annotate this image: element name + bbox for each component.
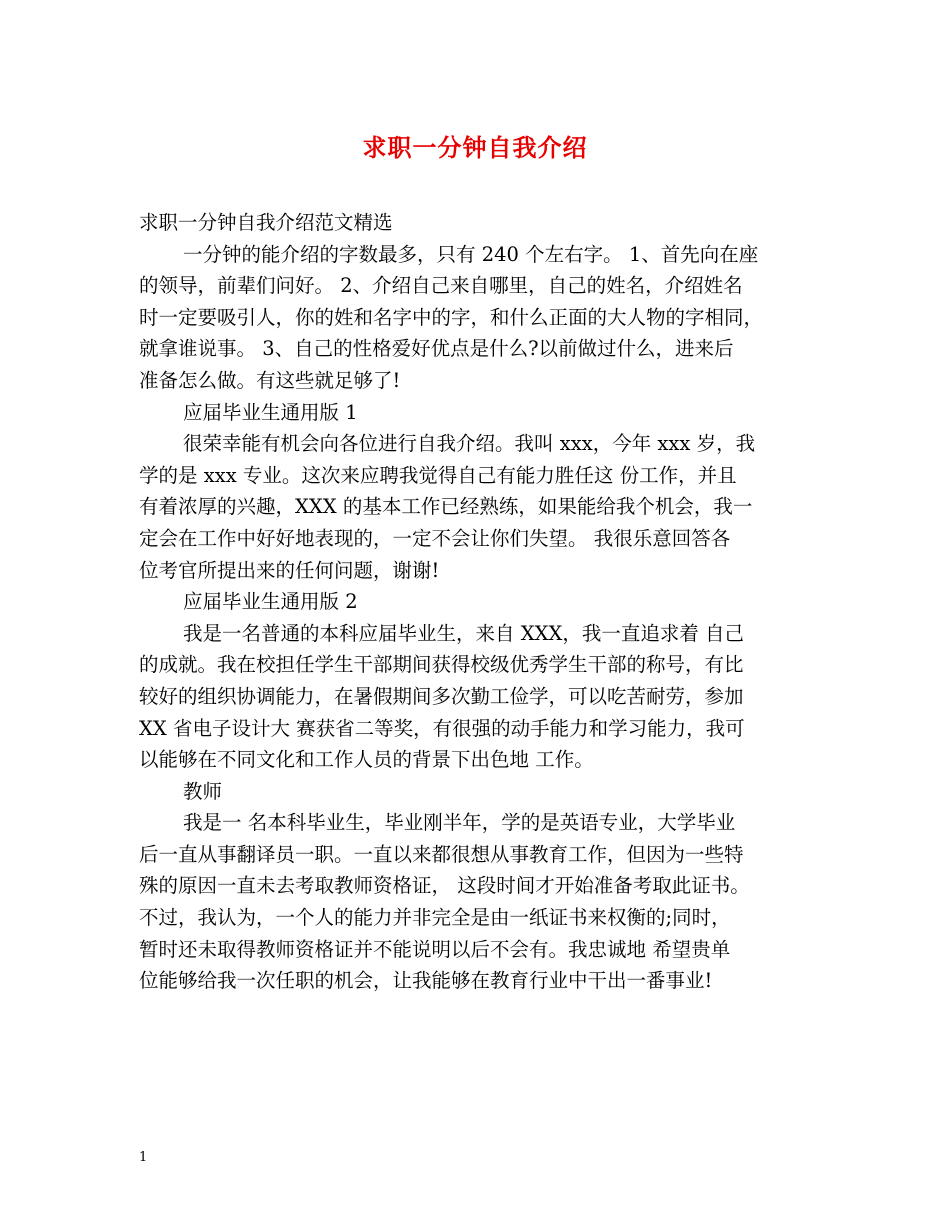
body-line: 有着浓厚的兴趣，XXX 的基本工作已经熟练，如果能给我个机会，我一	[139, 495, 753, 519]
body-line: 殊的原因一直未去考取教师资格证， 这段时间才开始准备考取此证书。	[139, 874, 750, 898]
body-line: 我是一 名本科毕业生，毕业刚半年，学的是英语专业，大学毕业	[183, 811, 736, 835]
body-line: 位考官所提出来的任何问题，谢谢!	[139, 558, 440, 582]
body-line: 准备怎么做。有这些就足够了!	[139, 368, 401, 392]
body-line: 学的是 xxx 专业。这次来应聘我觉得自己有能力胜任这 份工作，并且	[139, 463, 737, 487]
body-line: 定会在工作中好好地表现的，一定不会让你们失望。 我很乐意回答各	[139, 526, 731, 550]
body-line: 教师	[183, 779, 223, 803]
document-title: 求职一分钟自我介绍	[362, 133, 588, 162]
body-line: 就拿谁说事。 3、自己的性格爱好优点是什么?以前做过什么，进来后	[139, 337, 734, 361]
body-line: 很荣幸能有机会向各位进行自我介绍。我叫 xxx，今年 xxx 岁，我	[183, 432, 756, 456]
body-line: 时一定要吸引人，你的姓和名字中的字，和什么正面的大人物的字相同，	[139, 305, 764, 329]
body-line: 的领导，前辈们问好。 2、介绍自己来自哪里，自己的姓名，介绍姓名	[139, 274, 743, 298]
document-body	[139, 207, 839, 997]
body-line: 暂时还未取得教师资格证并不能说明以后不会有。我忠诚地 希望贵单	[139, 937, 731, 961]
page-number: 1	[139, 1150, 148, 1165]
body-line: 以能够在不同文化和工作人员的背景下出色地 工作。	[139, 748, 594, 772]
body-line: 后一直从事翻译员一职。一直以来都很想从事教育工作，但因为一些特	[139, 842, 744, 866]
body-line: 我是一名普通的本科应届毕业生，来自 XXX，我一直追求着 自己	[183, 621, 745, 645]
body-line: 的成就。我在校担任学生干部期间获得校级优秀学生干部的称号，有比	[139, 653, 744, 677]
body-line: 位能够给我一次任职的机会，让我能够在教育行业中干出一番事业!	[139, 969, 713, 993]
body-line: 求职一分钟自我介绍范文精选	[139, 211, 393, 234]
body-line: 一分钟的能介绍的字数最多，只有 240 个左右字。 1、首先向在座	[183, 242, 759, 266]
body-line: XX 省电子设计大 赛获省二等奖，有很强的动手能力和学习能力，我可	[139, 716, 745, 740]
body-line: 较好的组织协调能力，在暑假期间多次勤工俭学，可以吃苦耐劳，参加	[139, 684, 744, 708]
body-line: 应届毕业生通用版 2	[183, 590, 358, 614]
body-line: 应届毕业生通用版 1	[183, 400, 358, 424]
body-line: 不过，我认为，一个人的能力并非完全是由一纸证书来权衡的;同时，	[139, 906, 731, 930]
